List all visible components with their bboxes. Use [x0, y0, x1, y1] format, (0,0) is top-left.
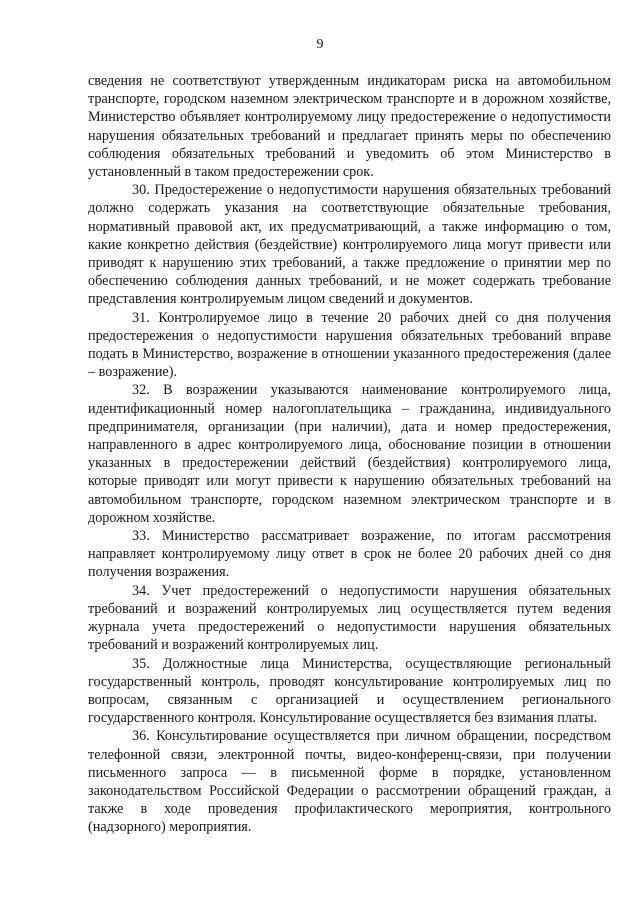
paragraph-34: 34. Учет предостережений о недопустимости нарушения обязательных требований и возражений контролируемых лиц осуществляется путем ведения журнала учета предостережений о недопустимости нарушения обязательных требований и возражений контролируемых лиц. [88, 582, 611, 654]
paragraph-32: 32. В возражении указываются наименование контролируемого лица, идентификационный номер налогоплательщика – гражданина, индивидуального предпринимателя, организации (при наличии), дата и номер предостережения, направленного в адрес контролируемого лица, обоснование позиции в отношении указанных в предостережении действий (бездействия) контролируемого лица, которые приводят или могут привести к нарушению обязательных требований на автомобильном транспорте, городском наземном электрическом транспорте и в дорожном хозяйстве. [88, 382, 611, 526]
page-number: 9 [316, 37, 324, 52]
paragraph-33: 33. Министерство рассматривает возражение, по итогам рассмотрения направляет контролируемому лицу ответ в срок не более 20 рабочих дней со дня получения возражения. [88, 528, 611, 581]
document-body [88, 72, 611, 837]
paragraph-31: 31. Контролируемое лицо в течение 20 рабочих дней со дня получения предостережения о недопустимости нарушения обязательных требований вправе подать в Министерство, возражение в отношении указанного предостережения (далее – возражение). [88, 309, 611, 381]
paragraph-30: 30. Предостережение о недопустимости нарушения обязательных требований должно содержать указания на соответствующие обязательные требования, нормативный правовой акт, их предусматривающий, а также информацию о том, какие конкретно действия (бездействие) контролируемого лица могут привести или приводят к нарушению этих требований, а также предложение о принятии мер по обеспечению соблюдения данных требований, и не может содержать требование представления контролируемым лицом сведений и документов. [88, 182, 611, 308]
paragraph-35: 35. Должностные лица Министерства, осуществляющие региональный государственный контроль, проводят консультирование контролируемых лиц по вопросам, связанным с организацией и осуществлением регионального государственного контроля. Консультирование осуществляется без взимания платы. [88, 655, 611, 727]
paragraph-36: 36. Консультирование осуществляется при личном обращении, посредством телефонной связи, электронной почты, видео-конференц-связи, при получении письменного запроса — в письменной форме в порядке, установленном законодательством Российской Федерации о рассмотрении обращений граждан, а также в ходе проведения профилактического мероприятия, контрольного (надзорного) мероприятия. [88, 728, 611, 836]
paragraph-continuation: сведения не соответствуют утвержденным индикаторам риска на автомобильном транспорте, городском наземном электрическом транспорте и в дорожном хозяйстве, Министерство объявляет контролируемому лицу предостережение о недопустимости нарушения обязательных требований и предлагает принять меры по обеспечению соблюдения обязательных требований и уведомить об этом Министерство в установленный в таком предостережении срок. [88, 73, 611, 181]
